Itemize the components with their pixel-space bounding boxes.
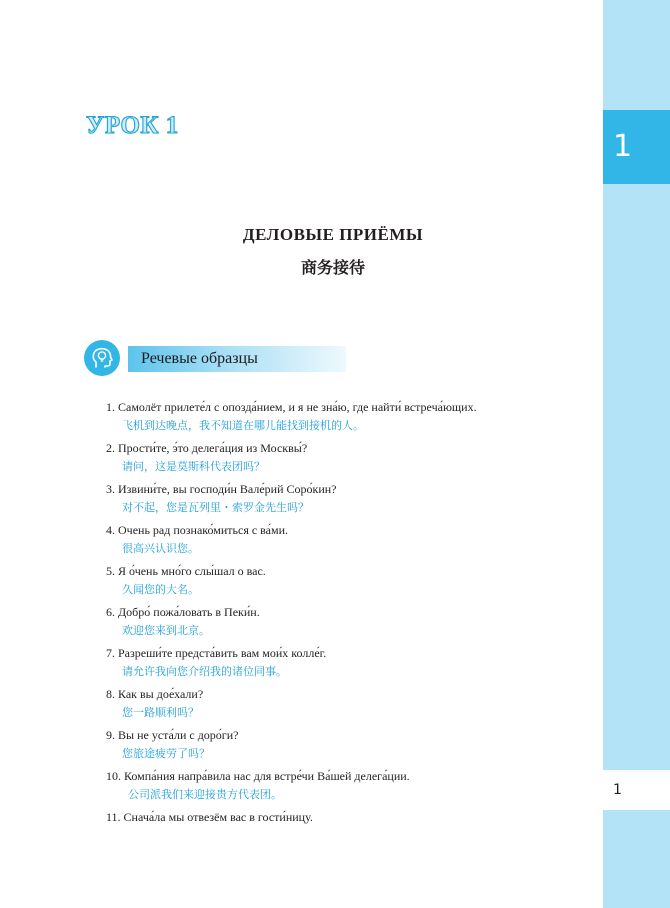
list-item [106, 398, 601, 439]
phrase-zh: 请问，这是莫斯科代表团吗？ [122, 460, 265, 473]
phrase-zh: 您旅途疲劳了吗？ [122, 747, 210, 760]
phrase-ru: 3. Извини́те, вы господи́н Вале́рий Соро́кин? [106, 482, 337, 496]
phrase-zh: 很高兴认识您。 [122, 542, 199, 555]
phrase-zh: 请允许我向您介绍我的诸位同事。 [122, 665, 287, 678]
section-header [84, 340, 354, 376]
phrase-ru: 9. Вы не уста́ли с доро́ги? [106, 728, 239, 742]
list-item [106, 439, 601, 480]
chapter-tab: 1 [603, 110, 670, 184]
phrase-zh: 飞机到达晚点，我不知道在哪儿能找到接机的人。 [122, 419, 364, 432]
phrase-ru: 4. Очень рад познако́миться с ва́ми. [106, 523, 289, 537]
list-item [106, 603, 601, 644]
phrase-ru: 2. Прости́те, э́то делега́ция из Москвы́? [106, 441, 308, 455]
list-item [106, 685, 601, 726]
phrase-ru: 11. Снача́ла мы отвезём вас в гости́ницу. [106, 810, 313, 824]
topic-title-ru: ДЕЛОВЫЕ ПРИЁМЫ [242, 225, 424, 244]
page-number: 1 [603, 770, 670, 810]
list-item [106, 767, 601, 808]
topic-title-zh: 商务接待 [300, 258, 365, 277]
list-item [106, 521, 601, 562]
phrase-zh: 对不起，您是瓦列里・索罗金先生吗？ [122, 501, 309, 514]
phrase-ru: 10. Компа́ния напра́вила нас для встре́чи Ва́шей делега́ции. [106, 769, 410, 783]
head-lightbulb-icon [84, 340, 120, 376]
lesson-title: УРОК 1 [86, 112, 179, 139]
phrase-zh: 您一路顺利吗？ [122, 706, 199, 719]
list-item [106, 562, 601, 603]
phrase-ru: 1. Самолёт прилете́л с опозда́нием, и я не зна́ю, где найти́ встреча́ющих. [106, 400, 477, 414]
phrase-ru: 6. Добро́ пожа́ловать в Пеки́н. [106, 605, 260, 619]
phrase-ru: 8. Как вы дое́хали? [106, 687, 204, 701]
list-item [106, 808, 601, 849]
phrase-list [106, 398, 601, 849]
phrase-zh: 欢迎您来到北京。 [122, 624, 210, 637]
list-item [106, 726, 601, 767]
list-item [106, 644, 601, 685]
phrase-ru: 7. Разреши́те предста́вить вам мои́х колле́г. [106, 646, 327, 660]
phrase-zh: 公司派我们来迎接贵方代表团。 [128, 788, 282, 801]
phrase-ru: 5. Я о́чень мно́го слы́шал о вас. [106, 564, 266, 578]
phrase-zh: 久闻您的大名。 [122, 583, 199, 596]
list-item [106, 480, 601, 521]
section-label: Речевые образцы [141, 350, 258, 367]
